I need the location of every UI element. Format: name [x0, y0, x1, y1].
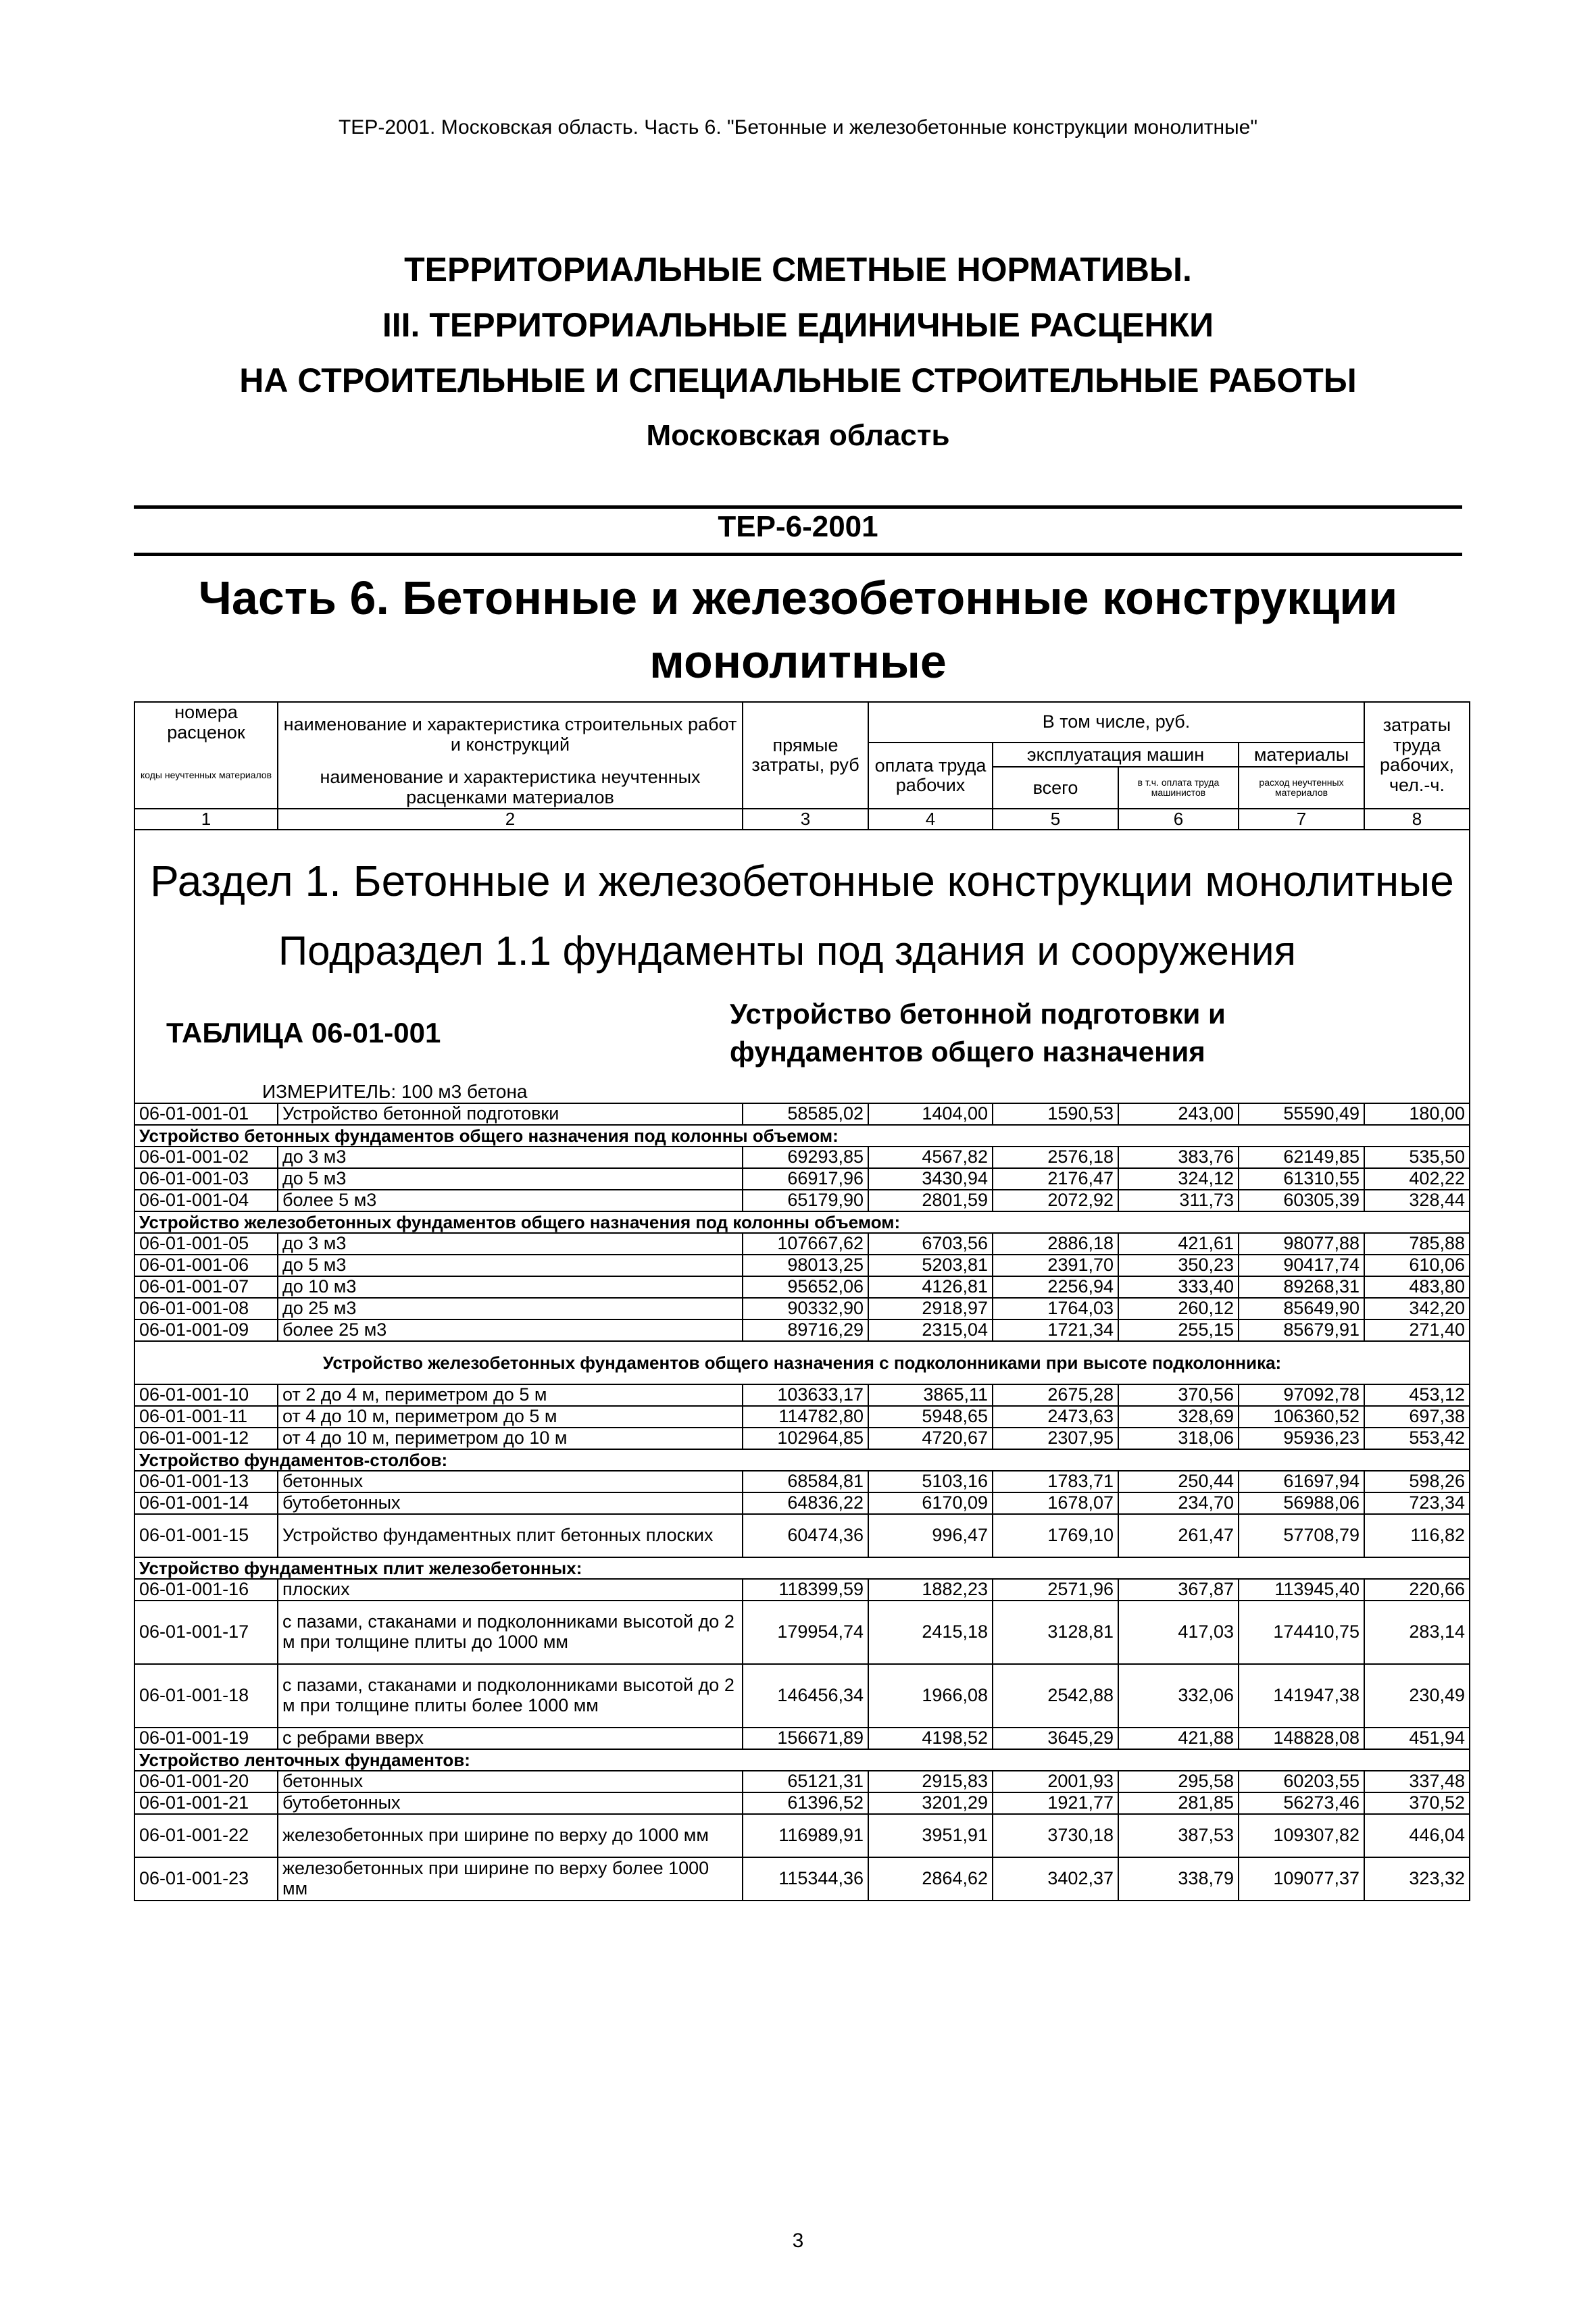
header-machines: эксплуатация машин	[993, 743, 1239, 767]
machines-total-cell: 1921,77	[993, 1792, 1118, 1814]
header-labor-pay: оплата труда рабочих	[868, 743, 993, 809]
direct-costs-cell: 61396,52	[743, 1792, 868, 1814]
group-title: Устройство железобетонных фундаментов общего назначения с подколонниками при высоте подколонника:	[134, 1341, 1470, 1384]
labor-hours-cell: 283,14	[1364, 1601, 1470, 1664]
rate-code-cell: 06-01-001-06	[134, 1255, 278, 1276]
work-name-cell: плоских	[278, 1579, 743, 1601]
materials-cell: 61310,55	[1239, 1168, 1364, 1190]
table-row	[134, 1601, 1470, 1664]
rate-code-cell: 06-01-001-08	[134, 1298, 278, 1319]
title-line-3: НА СТРОИТЕЛЬНЫЕ И СПЕЦИАЛЬНЫЕ СТРОИТЕЛЬНЫЕ РАБОТЫ	[239, 361, 1357, 399]
rate-code-cell: 06-01-001-14	[134, 1492, 278, 1514]
work-name-cell: до 25 м3	[278, 1298, 743, 1319]
direct-costs-cell: 58585,02	[743, 1103, 868, 1125]
machines-total-cell: 1783,71	[993, 1471, 1118, 1492]
materials-cell: 113945,40	[1239, 1579, 1364, 1601]
labor-hours-cell: 337,48	[1364, 1771, 1470, 1792]
labor-hours-cell: 220,66	[1364, 1579, 1470, 1601]
table-row	[134, 1579, 1470, 1601]
group-row	[134, 1341, 1470, 1384]
group-row	[134, 1749, 1470, 1771]
machines-total-cell: 2542,88	[993, 1664, 1118, 1728]
rate-code-cell: 06-01-001-11	[134, 1406, 278, 1428]
labor-hours-cell: 483,80	[1364, 1276, 1470, 1298]
section-block	[134, 830, 1470, 1103]
column-number: 3	[743, 809, 868, 830]
direct-costs-cell: 95652,06	[743, 1276, 868, 1298]
rate-code-cell: 06-01-001-17	[134, 1601, 278, 1664]
machinists-pay-cell: 383,76	[1118, 1147, 1239, 1168]
labor-hours-cell: 723,34	[1364, 1492, 1470, 1514]
header-material-codes: коды неучтенных материалов	[134, 743, 278, 809]
direct-costs-cell: 68584,81	[743, 1471, 868, 1492]
rate-code-cell: 06-01-001-02	[134, 1147, 278, 1168]
column-number: 1	[134, 809, 278, 830]
labor-hours-cell: 453,12	[1364, 1384, 1470, 1406]
title-line-4: Московская область	[646, 419, 950, 452]
table-row	[134, 1471, 1470, 1492]
machines-total-cell: 3402,37	[993, 1857, 1118, 1901]
machinists-pay-cell: 328,69	[1118, 1406, 1239, 1428]
machinists-pay-cell: 417,03	[1118, 1601, 1239, 1664]
labor-hours-cell: 451,94	[1364, 1728, 1470, 1749]
table-row	[134, 1492, 1470, 1514]
labor-pay-cell: 3430,94	[868, 1168, 993, 1190]
materials-cell: 56988,06	[1239, 1492, 1364, 1514]
table-row	[134, 1384, 1470, 1406]
table-row	[134, 1514, 1470, 1557]
running-header: ТЕР-2001. Московская область. Часть 6. "Бетонные и железобетонные конструкции монолитные"	[338, 116, 1258, 139]
price-table	[134, 701, 1470, 1901]
labor-pay-cell: 996,47	[868, 1514, 993, 1557]
machines-total-cell: 3730,18	[993, 1814, 1118, 1857]
work-name-cell: железобетонных при ширине по верху более 1000 мм	[278, 1857, 743, 1901]
machines-total-cell: 2176,47	[993, 1168, 1118, 1190]
header-labor-hours: затраты труда рабочих, чел.-ч.	[1364, 702, 1470, 809]
rate-code-cell: 06-01-001-12	[134, 1428, 278, 1449]
machinists-pay-cell: 311,73	[1118, 1190, 1239, 1211]
group-row	[134, 1449, 1470, 1471]
machinists-pay-cell: 243,00	[1118, 1103, 1239, 1125]
table-row	[134, 1406, 1470, 1428]
work-name-cell: от 4 до 10 м, периметром до 5 м	[278, 1406, 743, 1428]
labor-pay-cell: 5203,81	[868, 1255, 993, 1276]
labor-hours-cell: 553,42	[1364, 1428, 1470, 1449]
machinists-pay-cell: 255,15	[1118, 1319, 1239, 1341]
work-name-cell: до 10 м3	[278, 1276, 743, 1298]
table-row	[134, 1298, 1470, 1319]
labor-pay-cell: 3865,11	[868, 1384, 993, 1406]
group-row	[134, 1557, 1470, 1579]
machines-total-cell: 2576,18	[993, 1147, 1118, 1168]
page-number: 3	[792, 2230, 804, 2252]
part-title	[0, 566, 1596, 693]
materials-cell: 62149,85	[1239, 1147, 1364, 1168]
materials-cell: 90417,74	[1239, 1255, 1364, 1276]
work-name-cell: до 3 м3	[278, 1147, 743, 1168]
group-row	[134, 1211, 1470, 1233]
machines-total-cell: 1764,03	[993, 1298, 1118, 1319]
part-title-line-2: монолитные	[649, 635, 947, 688]
group-title: Устройство бетонных фундаментов общего назначения под колонны объемом:	[134, 1125, 1470, 1147]
direct-costs-cell: 65121,31	[743, 1771, 868, 1792]
table-row	[134, 1147, 1470, 1168]
labor-pay-cell: 2801,59	[868, 1190, 993, 1211]
materials-cell: 141947,38	[1239, 1664, 1364, 1728]
column-number: 8	[1364, 809, 1470, 830]
machinists-pay-cell: 281,85	[1118, 1792, 1239, 1814]
machines-total-cell: 3128,81	[993, 1601, 1118, 1664]
table-row	[134, 1276, 1470, 1298]
labor-hours-cell: 342,20	[1364, 1298, 1470, 1319]
rate-code-cell: 06-01-001-16	[134, 1579, 278, 1601]
labor-pay-cell: 4198,52	[868, 1728, 993, 1749]
work-name-cell: с пазами, стаканами и подколонниками высотой до 2 м при толщине плиты до 1000 мм	[278, 1601, 743, 1664]
labor-hours-cell: 610,06	[1364, 1255, 1470, 1276]
labor-hours-cell: 230,49	[1364, 1664, 1470, 1728]
machines-total-cell: 2307,95	[993, 1428, 1118, 1449]
labor-hours-cell: 323,32	[1364, 1857, 1470, 1901]
materials-cell: 85679,91	[1239, 1319, 1364, 1341]
work-name-cell: с пазами, стаканами и подколонниками высотой до 2 м при толщине плиты более 1000 мм	[278, 1664, 743, 1728]
labor-pay-cell: 1882,23	[868, 1579, 993, 1601]
machinists-pay-cell: 421,88	[1118, 1728, 1239, 1749]
title-line-1: ТЕРРИТОРИАЛЬНЫЕ СМЕТНЫЕ НОРМАТИВЫ.	[404, 251, 1192, 288]
work-name-cell: бутобетонных	[278, 1792, 743, 1814]
labor-hours-cell: 697,38	[1364, 1406, 1470, 1428]
group-title: Устройство фундаментных плит железобетонных:	[134, 1557, 1470, 1579]
materials-cell: 57708,79	[1239, 1514, 1364, 1557]
labor-pay-cell: 2315,04	[868, 1319, 993, 1341]
labor-pay-cell: 6170,09	[868, 1492, 993, 1514]
direct-costs-cell: 146456,34	[743, 1664, 868, 1728]
unit-of-measure: ИЗМЕРИТЕЛЬ: 100 м3 бетона	[262, 1081, 528, 1103]
direct-costs-cell: 107667,62	[743, 1233, 868, 1255]
direct-costs-cell: 103633,17	[743, 1384, 868, 1406]
work-name-cell: от 4 до 10 м, периметром до 10 м	[278, 1428, 743, 1449]
table-row	[134, 1255, 1470, 1276]
rate-code-cell: 06-01-001-21	[134, 1792, 278, 1814]
table-row	[134, 1233, 1470, 1255]
labor-pay-cell: 2864,62	[868, 1857, 993, 1901]
direct-costs-cell: 114782,80	[743, 1406, 868, 1428]
work-name-cell: более 5 м3	[278, 1190, 743, 1211]
header-including: В том числе, руб.	[868, 702, 1364, 743]
materials-cell: 97092,78	[1239, 1384, 1364, 1406]
machines-total-cell: 2072,92	[993, 1190, 1118, 1211]
machines-total-cell: 2473,63	[993, 1406, 1118, 1428]
machines-total-cell: 2001,93	[993, 1771, 1118, 1792]
work-name-cell: от 2 до 4 м, периметром до 5 м	[278, 1384, 743, 1406]
work-name-cell: бетонных	[278, 1771, 743, 1792]
materials-cell: 109077,37	[1239, 1857, 1364, 1901]
materials-cell: 61697,94	[1239, 1471, 1364, 1492]
machines-total-cell: 2391,70	[993, 1255, 1118, 1276]
direct-costs-cell: 98013,25	[743, 1255, 868, 1276]
rate-code-cell: 06-01-001-15	[134, 1514, 278, 1557]
header-work-name: наименование и характеристика строительных работ и конструкций	[278, 702, 743, 767]
machinists-pay-cell: 295,58	[1118, 1771, 1239, 1792]
column-number: 2	[278, 809, 743, 830]
materials-cell: 98077,88	[1239, 1233, 1364, 1255]
machinists-pay-cell: 421,61	[1118, 1233, 1239, 1255]
materials-cell: 60203,55	[1239, 1771, 1364, 1792]
table-row	[134, 1728, 1470, 1749]
table-row	[134, 1814, 1470, 1857]
section-title: Раздел 1. Бетонные и железобетонные конструкции монолитные	[150, 856, 1454, 905]
rate-code-cell: 06-01-001-22	[134, 1814, 278, 1857]
machinists-pay-cell: 261,47	[1118, 1514, 1239, 1557]
work-name-cell: Устройство бетонной подготовки	[278, 1103, 743, 1125]
table-row	[134, 1664, 1470, 1728]
table-name-line-2: фундаментов общего назначения	[730, 1036, 1205, 1068]
direct-costs-cell: 115344,36	[743, 1857, 868, 1901]
direct-costs-cell: 118399,59	[743, 1579, 868, 1601]
column-number: 6	[1118, 809, 1239, 830]
materials-cell: 85649,90	[1239, 1298, 1364, 1319]
rate-code-cell: 06-01-001-03	[134, 1168, 278, 1190]
table-row	[134, 1319, 1470, 1341]
machines-total-cell: 2675,28	[993, 1384, 1118, 1406]
direct-costs-cell: 89716,29	[743, 1319, 868, 1341]
direct-costs-cell: 64836,22	[743, 1492, 868, 1514]
direct-costs-cell: 116989,91	[743, 1814, 868, 1857]
header-machines-total: всего	[993, 767, 1118, 809]
materials-cell: 95936,23	[1239, 1428, 1364, 1449]
rate-code-cell: 06-01-001-13	[134, 1471, 278, 1492]
labor-hours-cell: 180,00	[1364, 1103, 1470, 1125]
column-number: 5	[993, 809, 1118, 830]
work-name-cell: до 5 м3	[278, 1255, 743, 1276]
machinists-pay-cell: 370,56	[1118, 1384, 1239, 1406]
labor-pay-cell: 6703,56	[868, 1233, 993, 1255]
table-row	[134, 1771, 1470, 1792]
header-material-consumption: расход неучтенных материалов	[1239, 767, 1364, 809]
labor-hours-cell: 370,52	[1364, 1792, 1470, 1814]
labor-pay-cell: 5103,16	[868, 1471, 993, 1492]
direct-costs-cell: 60474,36	[743, 1514, 868, 1557]
machinists-pay-cell: 260,12	[1118, 1298, 1239, 1319]
materials-cell: 148828,08	[1239, 1728, 1364, 1749]
direct-costs-cell: 156671,89	[743, 1728, 868, 1749]
group-title: Устройство железобетонных фундаментов общего назначения под колонны объемом:	[134, 1211, 1470, 1233]
materials-cell: 56273,46	[1239, 1792, 1364, 1814]
subsection-title: Подраздел 1.1 фундаменты под здания и сооружения	[278, 928, 1297, 974]
rate-code-cell: 06-01-001-20	[134, 1771, 278, 1792]
labor-pay-cell: 4126,81	[868, 1276, 993, 1298]
header-material-names: наименование и характеристика неучтенных расценками материалов	[278, 767, 743, 809]
rate-code-cell: 06-01-001-19	[134, 1728, 278, 1749]
table-row	[134, 1428, 1470, 1449]
column-number: 4	[868, 809, 993, 830]
table-row	[134, 1168, 1470, 1190]
machinists-pay-cell: 333,40	[1118, 1276, 1239, 1298]
machines-total-cell: 1590,53	[993, 1103, 1118, 1125]
header-codes: номера расценок	[134, 702, 278, 743]
direct-costs-cell: 66917,96	[743, 1168, 868, 1190]
labor-hours-cell: 535,50	[1364, 1147, 1470, 1168]
work-name-cell: до 5 м3	[278, 1168, 743, 1190]
machinists-pay-cell: 324,12	[1118, 1168, 1239, 1190]
labor-pay-cell: 1966,08	[868, 1664, 993, 1728]
table-code: ТАБЛИЦА 06-01-001	[166, 1017, 441, 1049]
rate-code-cell: 06-01-001-09	[134, 1319, 278, 1341]
machinists-pay-cell: 338,79	[1118, 1857, 1239, 1901]
rate-code-cell: 06-01-001-01	[134, 1103, 278, 1125]
work-name-cell: железобетонных при ширине по верху до 1000 мм	[278, 1814, 743, 1857]
rate-code-cell: 06-01-001-18	[134, 1664, 278, 1728]
machines-total-cell: 2256,94	[993, 1276, 1118, 1298]
labor-pay-cell: 2918,97	[868, 1298, 993, 1319]
materials-cell: 60305,39	[1239, 1190, 1364, 1211]
materials-cell: 55590,49	[1239, 1103, 1364, 1125]
table-row	[134, 1190, 1470, 1211]
machinists-pay-cell: 332,06	[1118, 1664, 1239, 1728]
group-row	[134, 1125, 1470, 1147]
bottom-rule	[134, 553, 1462, 556]
labor-hours-cell: 271,40	[1364, 1319, 1470, 1341]
machines-total-cell: 1721,34	[993, 1319, 1118, 1341]
column-number: 7	[1239, 809, 1364, 830]
table-row	[134, 1103, 1470, 1125]
machinists-pay-cell: 387,53	[1118, 1814, 1239, 1857]
machines-total-cell: 3645,29	[993, 1728, 1118, 1749]
rate-code-cell: 06-01-001-04	[134, 1190, 278, 1211]
header-machinists-pay: в т.ч. оплата труда машинистов	[1118, 767, 1239, 809]
direct-costs-cell: 65179,90	[743, 1190, 868, 1211]
header-materials: материалы	[1239, 743, 1364, 767]
table-row	[134, 1792, 1470, 1814]
work-name-cell: бетонных	[278, 1471, 743, 1492]
machinists-pay-cell: 367,87	[1118, 1579, 1239, 1601]
work-name-cell: бутобетонных	[278, 1492, 743, 1514]
work-name-cell: Устройство фундаментных плит бетонных плоских	[278, 1514, 743, 1557]
work-name-cell: до 3 м3	[278, 1233, 743, 1255]
labor-hours-cell: 328,44	[1364, 1190, 1470, 1211]
labor-hours-cell: 116,82	[1364, 1514, 1470, 1557]
work-name-cell: более 25 м3	[278, 1319, 743, 1341]
direct-costs-cell: 179954,74	[743, 1601, 868, 1664]
part-title-line-1: Часть 6. Бетонные и железобетонные конструкции	[198, 572, 1398, 624]
direct-costs-cell: 90332,90	[743, 1298, 868, 1319]
labor-pay-cell: 3201,29	[868, 1792, 993, 1814]
labor-hours-cell: 785,88	[1364, 1233, 1470, 1255]
labor-hours-cell: 598,26	[1364, 1471, 1470, 1492]
document-code: ТЕР-6-2001	[718, 510, 878, 543]
labor-pay-cell: 2415,18	[868, 1601, 993, 1664]
labor-pay-cell: 4720,67	[868, 1428, 993, 1449]
machinists-pay-cell: 350,23	[1118, 1255, 1239, 1276]
header-direct-costs: прямые затраты, руб	[743, 702, 868, 809]
machinists-pay-cell: 234,70	[1118, 1492, 1239, 1514]
labor-pay-cell: 3951,91	[868, 1814, 993, 1857]
table-name-line-1: Устройство бетонной подготовки и	[730, 998, 1226, 1030]
table-heading	[135, 995, 1469, 1071]
labor-pay-cell: 4567,82	[868, 1147, 993, 1168]
direct-costs-cell: 102964,85	[743, 1428, 868, 1449]
machines-total-cell: 1678,07	[993, 1492, 1118, 1514]
group-title: Устройство фундаментов-столбов:	[134, 1449, 1470, 1471]
rate-code-cell: 06-01-001-05	[134, 1233, 278, 1255]
table-row	[134, 1857, 1470, 1901]
rate-code-cell: 06-01-001-23	[134, 1857, 278, 1901]
machinists-pay-cell: 318,06	[1118, 1428, 1239, 1449]
machinists-pay-cell: 250,44	[1118, 1471, 1239, 1492]
labor-pay-cell: 2915,83	[868, 1771, 993, 1792]
materials-cell: 109307,82	[1239, 1814, 1364, 1857]
materials-cell: 89268,31	[1239, 1276, 1364, 1298]
work-name-cell: с ребрами вверх	[278, 1728, 743, 1749]
top-rule	[134, 505, 1462, 509]
group-title: Устройство ленточных фундаментов:	[134, 1749, 1470, 1771]
direct-costs-cell: 69293,85	[743, 1147, 868, 1168]
machines-total-cell: 2886,18	[993, 1233, 1118, 1255]
rate-code-cell: 06-01-001-10	[134, 1384, 278, 1406]
materials-cell: 106360,52	[1239, 1406, 1364, 1428]
labor-pay-cell: 1404,00	[868, 1103, 993, 1125]
main-title	[0, 242, 1596, 463]
machines-total-cell: 2571,96	[993, 1579, 1118, 1601]
table-name	[730, 995, 1226, 1071]
title-line-2: III. ТЕРРИТОРИАЛЬНЫЕ ЕДИНИЧНЫЕ РАСЦЕНКИ	[382, 306, 1214, 344]
machines-total-cell: 1769,10	[993, 1514, 1118, 1557]
labor-pay-cell: 5948,65	[868, 1406, 993, 1428]
labor-hours-cell: 446,04	[1364, 1814, 1470, 1857]
rate-code-cell: 06-01-001-07	[134, 1276, 278, 1298]
labor-hours-cell: 402,22	[1364, 1168, 1470, 1190]
materials-cell: 174410,75	[1239, 1601, 1364, 1664]
